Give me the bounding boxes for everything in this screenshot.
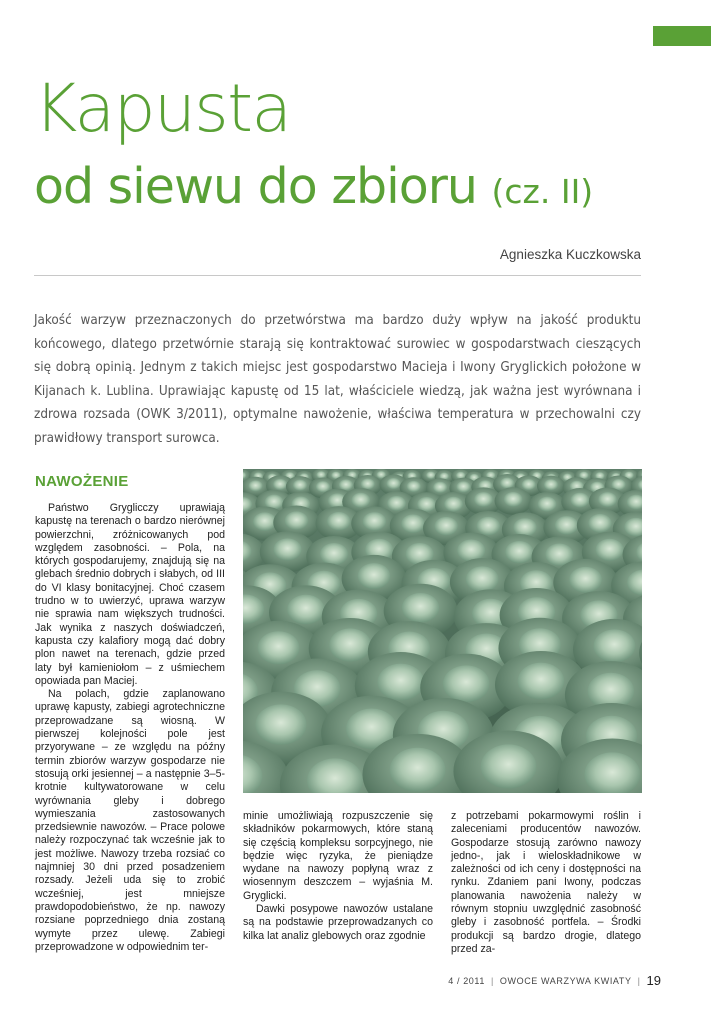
cabbage-head: [390, 748, 446, 792]
paragraph: Dawki posypowe nawozów ustalane są na podstawie przeprowadzanych co kilka lat analiz glebowych oraz zgodnie: [243, 903, 433, 942]
page-number: 19: [646, 973, 661, 988]
cabbage-head: [339, 479, 353, 490]
cabbage-head: [387, 496, 406, 511]
cabbage-head: [538, 497, 557, 512]
cabbage-head: [363, 512, 386, 531]
issue-number: 4 / 2011: [448, 975, 485, 986]
cabbage-head: [513, 518, 536, 537]
cabbage-head: [426, 471, 436, 479]
cabbage-head: [274, 538, 302, 560]
page-footer: [448, 973, 661, 988]
lead-paragraph: Jakość warzyw przeznaczonych do przetwórstwa ma bardzo duży wpływ na jakość produktu końcowego, dlatego przetwórnie starają się kontraktować surowiec w gospodarstwach cieszących się dobrą opinią. Jednym z takich miejsc jest gospodarstwo Macieja i Iwony Gryglickich położone w Kijanach k. Lublina. Uprawiając kapustę od 15 lat, właściciele wiedzą, jak ważna jest wyrównana i zdrowa rozsada (OWK 3/2011), optymalne nawożenie, właściwa temperatura w przechowalni czy prawidłowy transport surowca.: [34, 313, 641, 446]
cabbage-head: [593, 629, 635, 662]
header-divider: [34, 275, 641, 276]
subtitle-text: od siewu do zbioru: [34, 158, 477, 215]
cabbage-head: [255, 704, 306, 744]
cabbage-head: [596, 539, 624, 561]
paragraph: Państwo Gryglicczy uprawiają kapustę na terenach o bardzo nierównej powierzchni, zróżnicowanych pod względem zasobności. – Pola, na których gospodarujemy, znajdują się na glebach średnio dobrych i słabych, od III do VI klasy bonitacyjnej. Choć czasem trudno w to uwierzyć, uprawa warzyw nie sprawia nam większych trudności. Jak wynika z naszych doświadczeń, kapusta czy kalafiory mogą dać dobry plon nawet na terenach, gdzie przed laty był kamieniołom – z uśmiechem opowiada pan Maciej.: [35, 502, 225, 687]
cabbage-head: [378, 664, 424, 701]
footer-separator: |: [490, 975, 494, 986]
cabbage-head: [401, 514, 424, 533]
author-name: Agnieszka Kuczkowska: [499, 247, 641, 262]
cabbage-head: [433, 482, 447, 493]
cabbage-field-photo: [243, 469, 642, 793]
cabbage-head: [474, 492, 493, 507]
cabbage-head: [555, 516, 578, 535]
corner-color-tab: [653, 26, 711, 46]
cabbage-head: [443, 665, 489, 702]
cabbage-head: [361, 479, 375, 490]
section-heading: NAWOŻENIE: [35, 473, 129, 490]
cabbage-head: [570, 493, 589, 508]
cabbage-field-image: [243, 469, 642, 793]
article-subtitle: [34, 160, 593, 214]
cabbage-head: [435, 517, 458, 536]
text-column-3: [451, 810, 641, 956]
cabbage-head: [466, 566, 499, 592]
footer-separator: |: [637, 975, 641, 986]
part-label: (cz. II): [491, 172, 594, 211]
cabbage-head: [456, 481, 470, 492]
cabbage-head: [569, 567, 602, 593]
cabbage-head: [386, 478, 400, 489]
cabbage-head: [402, 593, 439, 622]
cabbage-head: [407, 481, 421, 492]
cabbage-head: [518, 663, 564, 700]
cabbage-head: [598, 492, 617, 507]
cabbage-head: [505, 541, 533, 563]
cabbage-head: [522, 479, 536, 490]
cabbage-head: [504, 492, 523, 507]
magazine-name: OWOCE WARZYWA KWIATY: [499, 975, 632, 986]
cabbage-head: [248, 480, 262, 491]
cabbage-head: [293, 480, 307, 491]
cabbage-head: [287, 595, 324, 624]
cabbage-head: [316, 471, 326, 479]
cabbage-head: [481, 744, 537, 788]
cabbage-head: [285, 511, 308, 530]
cabbage-head: [329, 628, 371, 661]
cabbage-head: [544, 479, 558, 490]
article-title: Kapusta: [34, 70, 291, 147]
cabbage-head: [258, 631, 300, 664]
paragraph: Na polach, gdzie zaplanowano uprawę kapusty, zabiegi agrotechniczne przeprowadzane są wiosną. W pierwszej kolejności pole jest przyorywane – ze względu na późny termin zbiorów warzyw gospodarze nie stosują orki jesiennej – a następnie 3–5-krotnie kultywatorowane w celu wyrównania gleby i dobrego wymieszania zastosowanych przedsiewnie nawozów. – Prace polowe należy rozpoczynać tak wcześnie jak to jest możliwe. Nawozy trzeba rozsiać co najmniej 30 dni przed posadzeniem rozsady. Jeżeli uda się to zrobić wcześniej, jest mniejsze prawdopodobieństwo, że np. nawozy rozsiane poprzedniego dnia zostaną wymyte przez ulewę. Zabiegi przeprowadzone w odpowiednim ter-: [35, 688, 225, 953]
cabbage-head: [444, 497, 463, 512]
paragraph: z potrzebami pokarmowymi roślin i zaleceniami producentów nawozów. Gospodarze stosują zarówno nawozy jedno-, jak i wieloskładnikowe w zależności od ich ceny i dostępności na rynku. Zdaniem pani Iwony, podczas planowania nawożenia należy w równym stopniu uwzględnić zasobność gleby i zasobność portfela. – Środki produkcji są bardzo drogie, dlatego przed za-: [451, 810, 641, 955]
cabbage-head: [500, 478, 514, 489]
cabbage-head: [320, 543, 348, 565]
cabbage-head: [358, 563, 391, 589]
cabbage-head: [477, 517, 500, 536]
cabbage-head: [351, 493, 370, 508]
text-column-2: [243, 810, 433, 943]
cabbage-head: [253, 512, 276, 531]
cabbage-head: [273, 479, 287, 490]
paragraph: minie umożliwiają rozpuszczenie się składników pokarmowych, które staną się częścią kompleksu sorpcyjnego, nie będzie więc ryzyka, że pieniądze wydane na nawozy popłyną wraz z wiosennym deszczem – wyjaśnia M. Gryglicki.: [243, 810, 433, 902]
cabbage-head: [327, 512, 350, 531]
text-column-1: [35, 502, 225, 954]
cabbage-head: [588, 514, 611, 533]
